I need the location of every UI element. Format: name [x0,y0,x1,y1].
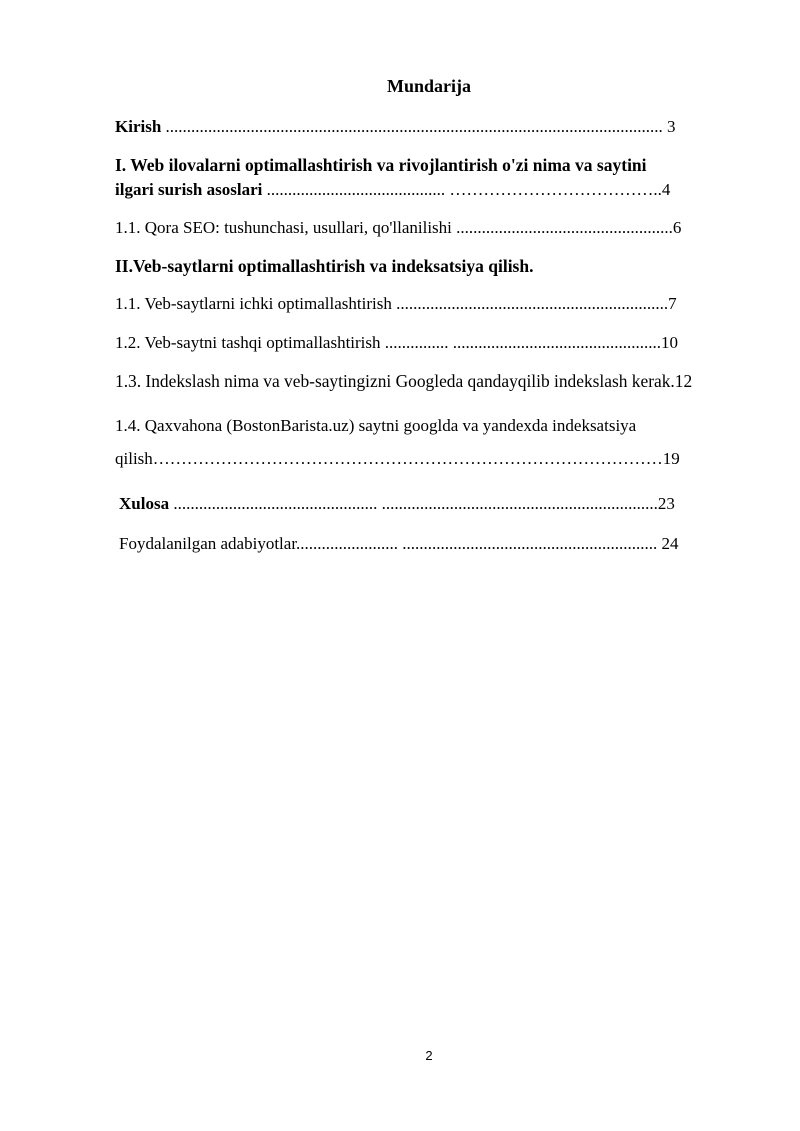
toc-entry-page: 23 [657,494,675,513]
toc-entry-label: 1.3. Indekslash nima va veb-saytingizni Googleda qandayqilib indekslash kerak. [115,371,675,391]
toc-entry-indekslash [115,370,741,392]
toc-entry-label: qilish [115,449,153,468]
toc-entry-kirish [115,116,741,138]
toc-title: Mundarija [386,76,471,96]
toc-entry-adabiyotlar [119,533,740,555]
toc-entry-label: 1.1. Qora SEO: tushunchasi, usullari, qo'llanilishi [115,218,452,237]
toc-entry-ichki-optimallashtirish [115,293,741,315]
toc-entry-label: Foydalanilgan adabiyotlar [119,534,297,553]
toc-entry-xulosa [119,493,740,515]
toc-entry-leader: ................................................ ................................................................. [169,494,658,513]
toc-entry-page: 19 [662,449,680,468]
toc-entry-leader: ............... ................................................. [380,333,662,352]
toc-entry-leader: .......................................... ……………………………….. [262,180,662,199]
toc-entry-label: ilgari surish asoslari [115,180,263,199]
toc-entry-chapter1-line1: I. Web ilovalarni optimallashtirish va rivojlantirish o'zi nima va saytini [115,155,647,175]
toc-entry-page: 3 [662,117,676,136]
toc-entry-leader: ……………………………………………………………………………… [152,449,663,468]
toc-entry-1-1-qora-seo [115,217,741,239]
toc-entry-label: 1.1. Veb-saytlarni ichki optimallashtirish [115,294,392,313]
toc-entry-chapter1 [115,179,741,201]
toc-entry-page: 10 [661,333,679,352]
toc-entry-page: 7 [668,294,677,313]
toc-entry-qaxvahona-line1: 1.4. Qaxvahona (BostonBarista.uz) saytni googlda va yandexda indeksatsiya [115,416,637,435]
toc-entry-leader: ..................................................................................................................... [161,117,663,136]
toc-entry-page: 24 [657,534,679,553]
toc-entry-label: Xulosa [119,494,170,513]
toc-entry-chapter2: II.Veb-saytlarni optimallashtirish va indeksatsiya qilish. [115,256,534,276]
toc-entry-label: 1.2. Veb-saytni tashqi optimallashtirish [115,333,381,352]
toc-entry-page: 6 [672,218,682,237]
toc-entry-page: 4 [661,180,671,199]
toc-entry-page: 12 [674,371,693,391]
toc-entry-leader: ........................ ............................................................ [296,534,658,553]
toc-entry-leader: ................................................................ [391,294,669,313]
toc-entry-label: Kirish [115,117,162,136]
toc-entry-tashqi-optimallashtirish [115,332,741,354]
toc-entry-qaxvahona [115,448,741,470]
page-number: 2 [425,1048,433,1063]
toc-entry-leader: ................................................... [451,218,673,237]
